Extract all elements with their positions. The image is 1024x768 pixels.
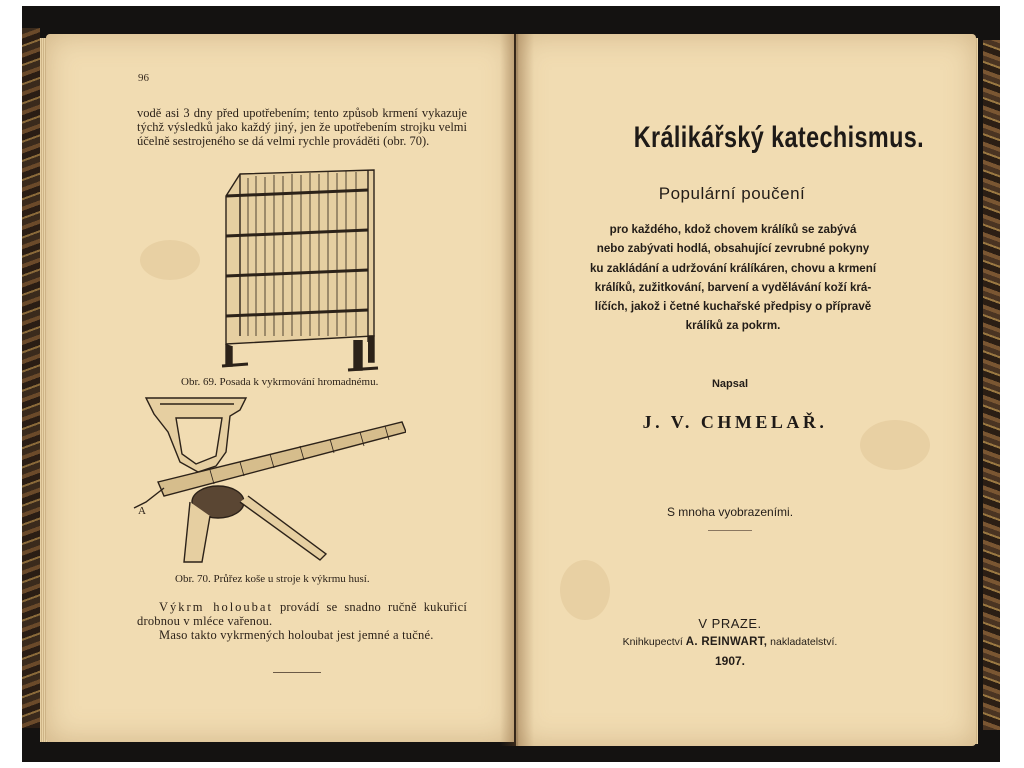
publication-year: 1907. [714, 654, 746, 668]
book-description [566, 220, 900, 336]
marbled-cover-left [22, 28, 40, 728]
book-gutter [500, 34, 534, 746]
page-number: 96 [138, 72, 149, 84]
body-text-bottom-2: Maso takto vykrmených holoubat jest jemné a tučné. [159, 628, 434, 642]
publisher [580, 636, 880, 648]
publisher-prefix: Knihkupectví [622, 636, 686, 648]
publisher-suffix: nakladatelství. [767, 636, 838, 648]
description-line: králíků za pokrm. [685, 319, 781, 333]
illustrations-note: S mnoha vyobrazeními. [666, 505, 794, 519]
description-line: nebo zabývati hodlá, obsahující zevrubné pokyny [596, 242, 870, 256]
author-label: Napsal [711, 378, 749, 390]
figure-70-caption: Obr. 70. Průřez koše u stroje k výkrmu husí. [175, 573, 370, 585]
spaced-heading: Výkrm holoubat [159, 600, 273, 614]
body-text-top: vodě asi 3 dny před upotřebením; tento způsob krmení vykazuje týchž výsledků jako každý jiný, jen že upotřebením strojku velmi účelně sestrojeného se dá velmi rychle prováděti (obr. 70). [137, 106, 467, 148]
publication-place: V PRAZE. [698, 616, 762, 631]
publisher-name: A. REINWART, [685, 636, 768, 648]
body-text-bottom [137, 600, 467, 642]
description-line: ku zakládání a udržování králíkáren, chovu a krmení [589, 261, 877, 275]
marbled-cover-right [983, 40, 1000, 730]
book-subtitle: Populární poučení [658, 184, 806, 203]
ending-rule [273, 672, 321, 673]
figure-69-caption: Obr. 69. Posada k vykrmování hromadnému. [181, 376, 379, 388]
rack-illustration [218, 166, 380, 374]
body-text-bottom-rest: provádí se snadno ručně kukuřicí drobnou v mléce vařenou. [137, 600, 467, 628]
figure-letter-a: A [138, 505, 146, 517]
author-name: J. V. CHMELAŘ. [642, 412, 828, 432]
paper-stain [560, 560, 610, 620]
description-line: líčích, jakož i četné kuchařské předpisy o přípravě [594, 300, 872, 314]
book-title: Králikářský katechismus. [633, 121, 925, 154]
decorative-rule [708, 530, 752, 531]
paper-stain [140, 240, 200, 280]
goose-feeder-illustration [130, 392, 406, 568]
description-line: králíků, zužitkování, barvení a vydělávání koží krá- [594, 280, 872, 294]
description-line: pro každého, kdož chovem králíků se zabývá [609, 223, 857, 236]
